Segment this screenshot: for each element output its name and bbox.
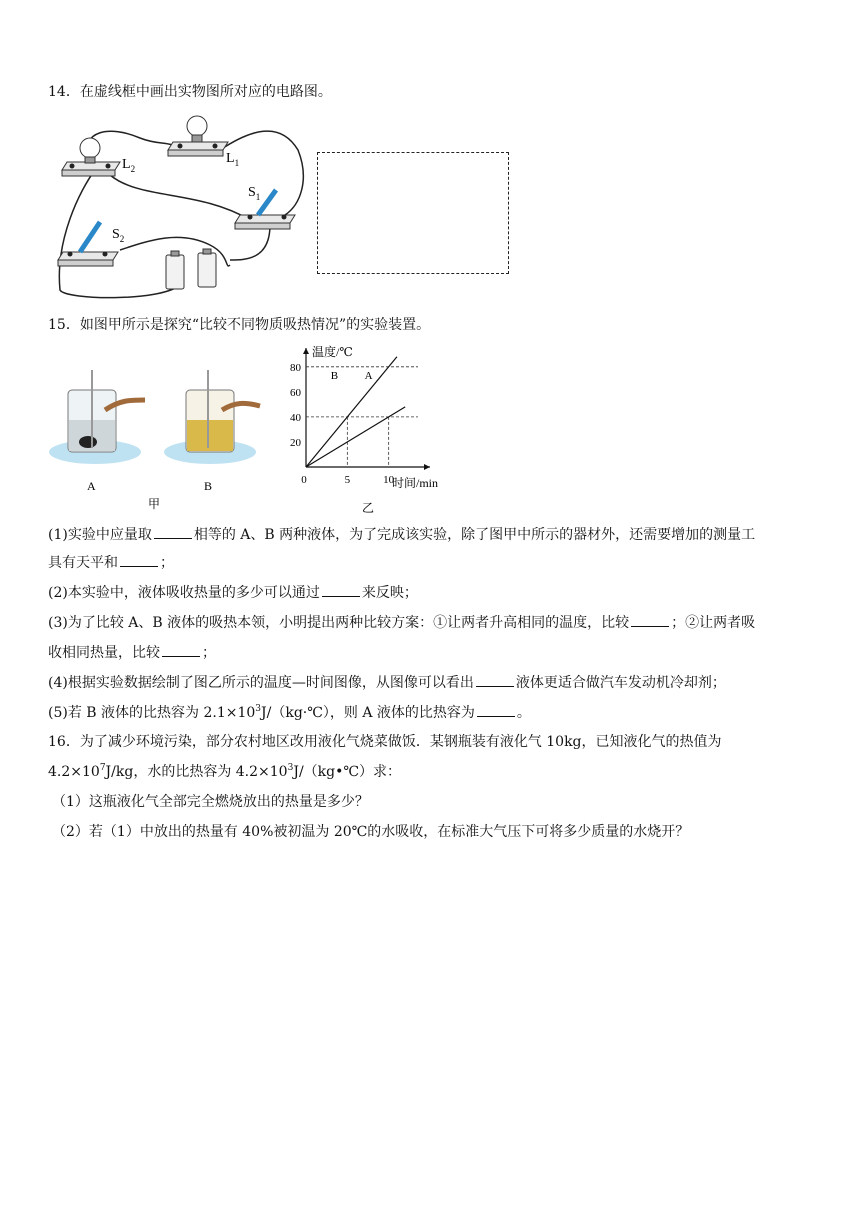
q16-line1: 16．为了减少环境污染，部分农村地区改用液化气烧菜做饭．某钢瓶装有液化气 10kg，已知液化气的热值为 bbox=[48, 734, 722, 750]
y-tick-label: 80 bbox=[290, 361, 301, 374]
q15-p5: (5)若 B 液体的比热容为 $2.1\times 10^3J/(kg\cdot℃)$，则 A 液体的比热容为 。 bbox=[48, 704, 531, 721]
battery-icon bbox=[166, 249, 216, 289]
y-axis-arrow-icon bbox=[303, 348, 309, 354]
chart-y-axis-label: 温度/℃ bbox=[312, 345, 353, 359]
q15-p1-line2: 具有天平和 ； bbox=[48, 552, 174, 573]
temperature-time-chart bbox=[282, 340, 452, 518]
beaker-b-label: B bbox=[204, 479, 213, 493]
q16-sub1: （1）这瓶液化气全部完全燃烧放出的热量是多少？ bbox=[52, 794, 369, 810]
q14-text: 14．在虚线框中画出实物图所对应的电路图。 bbox=[48, 84, 332, 100]
blank-7[interactable] bbox=[477, 702, 515, 717]
bulb-l2-icon bbox=[62, 138, 120, 176]
x-tick-label: 10 bbox=[383, 474, 395, 486]
x-tick-label: 5 bbox=[344, 474, 351, 486]
q15-text: 15．如图甲所示是探究“比较不同物质吸热情况”的实验装置。 bbox=[48, 317, 431, 333]
blank-2[interactable] bbox=[120, 552, 158, 567]
blank-6[interactable] bbox=[476, 672, 514, 687]
y-tick-label: 40 bbox=[290, 411, 301, 424]
label-l2: $L_2$ bbox=[122, 157, 136, 174]
x-axis-arrow-icon bbox=[424, 464, 430, 470]
q16-sub2: （2）若（1）中放出的热量有 40%被初温为 20℃的水吸收，在标准大气压下可将多少质量的水烧开？ bbox=[52, 824, 690, 840]
chart-x-axis-label: 时间/min bbox=[392, 476, 439, 490]
q15-p1-line1: (1)实验中应量取 相等的 A、B 两种液体，为了完成该实验，除了图甲中所示的器材外，还需要增加的测量工 bbox=[48, 524, 755, 545]
label-l1: $L_1$ bbox=[226, 151, 240, 168]
beakers-photo bbox=[40, 370, 280, 510]
series-label-A: A bbox=[364, 369, 373, 382]
x-tick-label: 0 bbox=[301, 474, 307, 486]
circuit-photo bbox=[40, 110, 310, 302]
beaker-a-label: A bbox=[87, 479, 96, 493]
blank-1[interactable] bbox=[154, 524, 192, 539]
series-line-B bbox=[306, 357, 397, 467]
blank-4[interactable] bbox=[631, 612, 669, 627]
q16-line2: $4.2\times 10^7J/kg$，水的比热容为 $4.2\times 10^3J/(kg•℃)$求： bbox=[48, 763, 402, 780]
figure-jia-caption: 甲 bbox=[148, 497, 161, 510]
q15-p2: (2)本实验中，液体吸收热量的多少可以通过 来反映； bbox=[48, 582, 418, 603]
q15-p3-line1: (3)为了比较 A、B 液体的吸热本领，小明提出两种比较方案：①让两者升高相同的温度，比较 ；②让两者吸 bbox=[48, 612, 755, 633]
dashed-answer-box[interactable] bbox=[317, 152, 509, 274]
series-line-A bbox=[306, 407, 405, 467]
beaker-b-icon bbox=[186, 370, 260, 452]
q15-p4: (4)根据实验数据绘制了图乙所示的温度—时间图像，从图像可以看出 液体更适合做汽车发动机冷却剂； bbox=[48, 672, 726, 693]
label-s2: $S_2$ bbox=[112, 227, 125, 244]
y-tick-label: 20 bbox=[290, 436, 301, 449]
blank-5[interactable] bbox=[162, 642, 200, 657]
beaker-a-icon bbox=[68, 370, 145, 452]
series-label-B: B bbox=[330, 369, 339, 382]
q15-p3-line2: 收相同热量，比较 ； bbox=[48, 642, 216, 663]
bulb-l1-icon bbox=[168, 116, 228, 156]
label-s1: $S_1$ bbox=[248, 185, 261, 202]
figure-yi-caption: 乙 bbox=[362, 501, 375, 515]
switch-s1-icon bbox=[235, 190, 295, 229]
y-tick-label: 60 bbox=[290, 386, 301, 399]
blank-3[interactable] bbox=[322, 582, 360, 597]
